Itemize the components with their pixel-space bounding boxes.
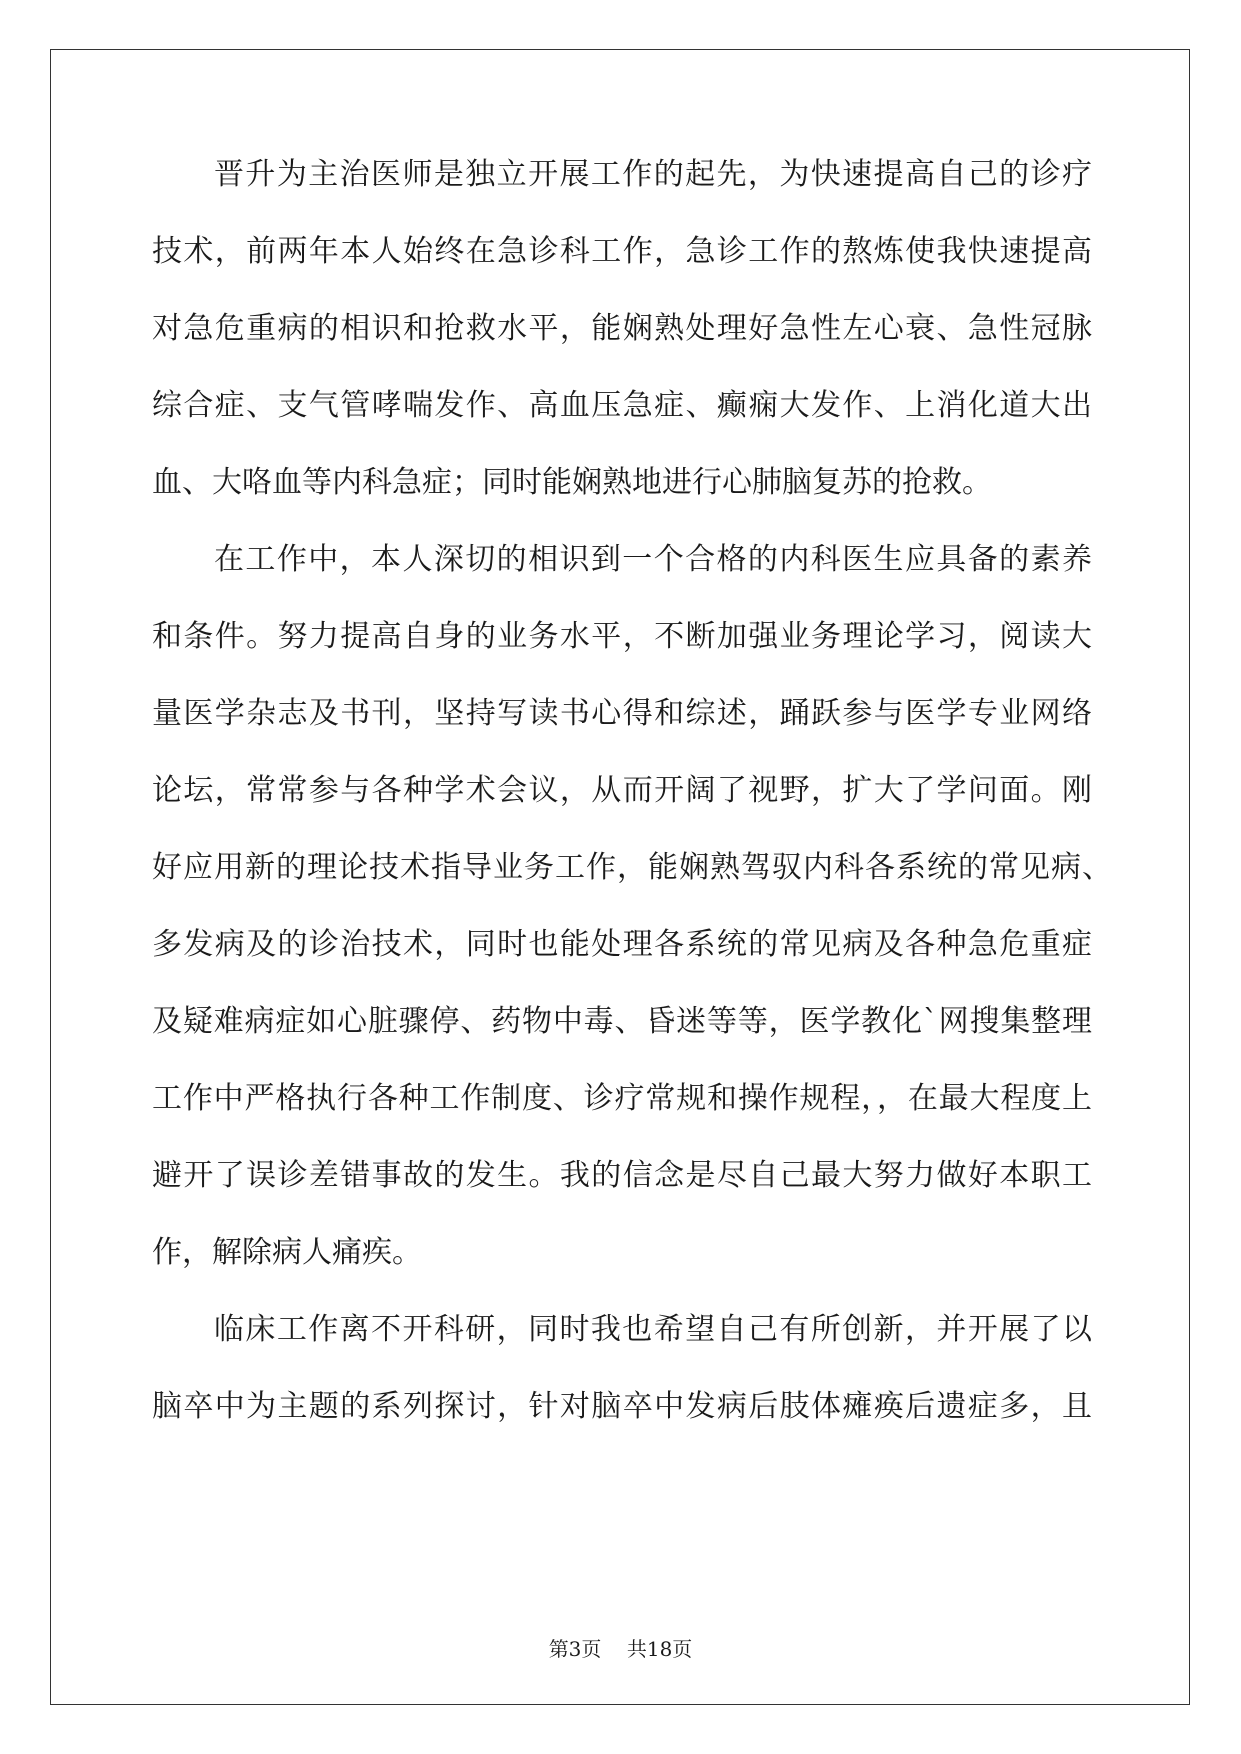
paragraph-2-line-6: 多发病及的诊治技术，同时也能处理各系统的常见病及各种急危重症 [152, 927, 1092, 962]
paragraph-3-line-1: 临床工作离不开科研，同时我也希望自己有所创新，并开展了以 [214, 1312, 1092, 1347]
paragraph-1-line-3: 对急危重病的相识和抢救水平，能娴熟处理好急性左心衰、急性冠脉 [152, 311, 1092, 346]
paragraph-2-line-4: 论坛，常常参与各种学术会议，从而开阔了视野，扩大了学问面。刚 [152, 773, 1092, 808]
paragraph-2-line-1: 在工作中，本人深切的相识到一个合格的内科医生应具备的素养 [214, 542, 1092, 577]
paragraph-2-line-10: 作，解除病人痛疾。 [152, 1235, 422, 1270]
paragraph-2-line-3: 量医学杂志及书刊，坚持写读书心得和综述，踊跃参与医学专业网络 [152, 696, 1092, 731]
page-number-footer: 第3页 共18页 [548, 1637, 693, 1661]
paragraph-1-line-1: 晋升为主治医师是独立开展工作的起先，为快速提高自己的诊疗 [214, 157, 1092, 192]
paragraph-1-line-4: 综合症、支气管哮喘发作、高血压急症、癫痫大发作、上消化道大出 [152, 388, 1092, 423]
paragraph-2-line-2: 和条件。努力提高自身的业务水平，不断加强业务理论学习，阅读大 [152, 619, 1092, 654]
paragraph-1-line-5: 血、大咯血等内科急症；同时能娴熟地进行心肺脑复苏的抢救。 [152, 465, 992, 500]
paragraph-2-line-5: 好应用新的理论技术指导业务工作，能娴熟驾驭内科各系统的常见病、 [152, 850, 1112, 885]
paragraph-1-line-2: 技术，前两年本人始终在急诊科工作，急诊工作的熬炼使我快速提高 [152, 234, 1092, 269]
paragraph-2-line-7: 及疑难病症如心脏骤停、药物中毒、昏迷等等，医学教化`网搜集整理 [152, 1004, 1092, 1039]
paragraph-2-line-8: 工作中严格执行各种工作制度、诊疗常规和操作规程，，在最大程度上 [152, 1081, 1092, 1116]
paragraph-2-line-9: 避开了误诊差错事故的发生。我的信念是尽自己最大努力做好本职工 [152, 1158, 1092, 1193]
paragraph-3-line-2: 脑卒中为主题的系列探讨，针对脑卒中发病后肢体瘫痪后遗症多，且 [152, 1389, 1092, 1424]
